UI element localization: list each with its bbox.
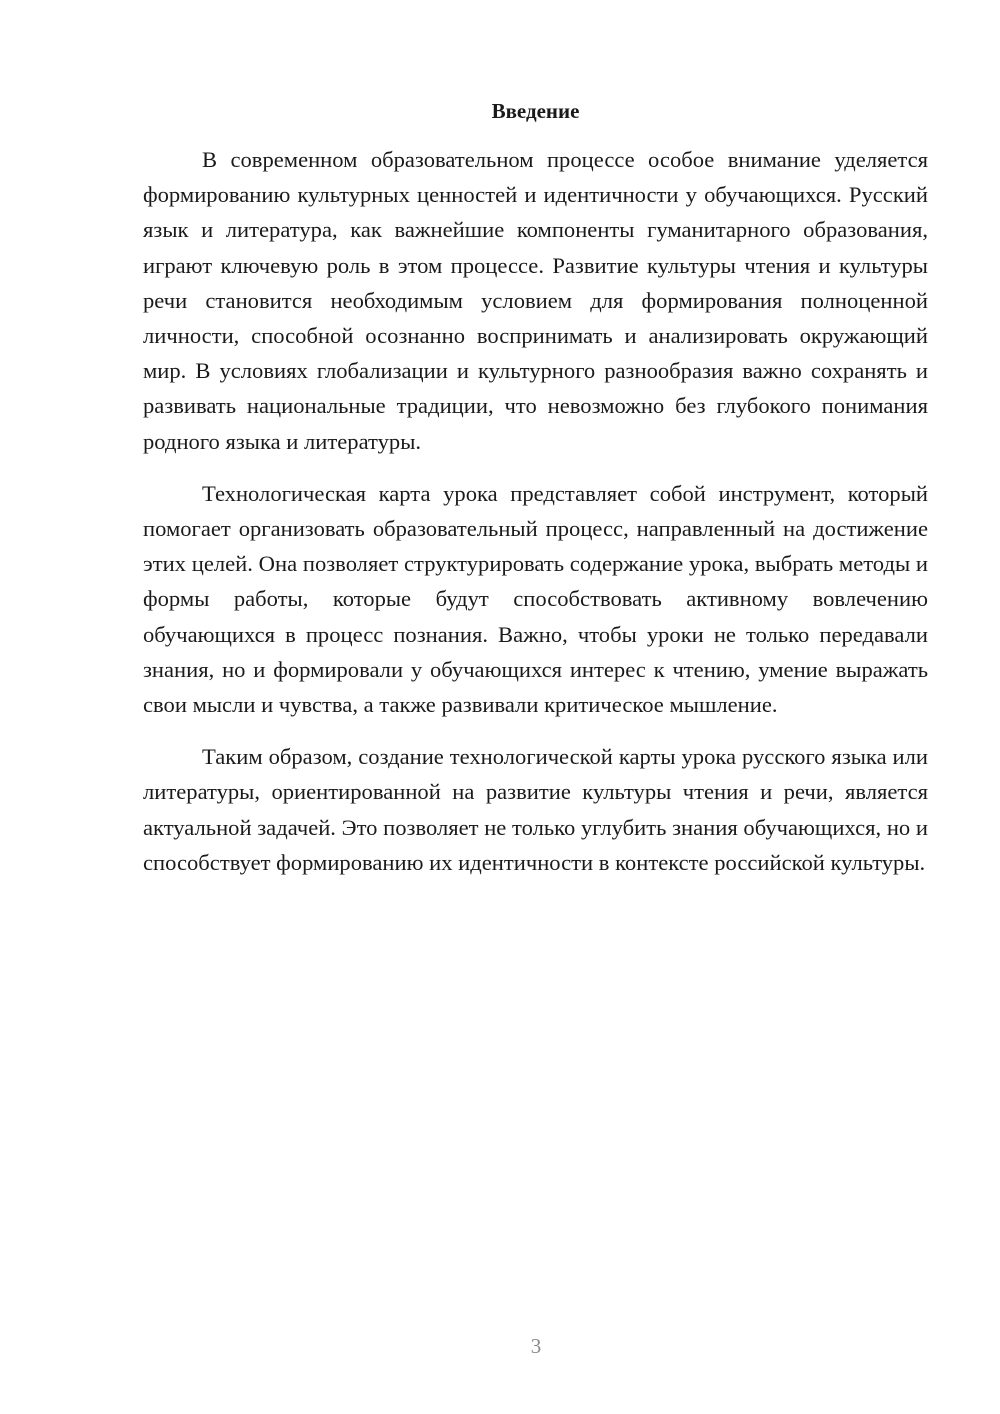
paragraph-3: Таким образом, создание технологической карты урока русского языка или литературы, ориентированной на развитие культуры чтения и речи, является актуальной задачей. Это позволяет не только углубить знания обучающихся, но и способствует формированию их идентичности в контексте российской культуры.	[143, 744, 928, 875]
section-heading: Введение	[491, 99, 580, 123]
body-text	[143, 142, 928, 880]
paragraph-1: В современном образовательном процессе особое внимание уделяется формированию культурных ценностей и идентичности у обучающихся. Русский язык и литература, как важнейшие компоненты гуманитарного образования, играют ключевую роль в этом процессе. Развитие культуры чтения и культуры речи становится необходимым условием для формирования полноценной личности, способной осознанно воспринимать и анализировать окружающий мир. В условиях глобализации и культурного разнообразия важно сохранять и развивать национальные традиции, что невозможно без глубокого понимания родного языка и литературы.	[143, 147, 928, 454]
paragraph-2: Технологическая карта урока представляет собой инструмент, который помогает организовать образовательный процесс, направленный на достижение этих целей. Она позволяет структурировать содержание урока, выбрать методы и формы работы, которые будут способствовать активному вовлечению обучающихся в процесс познания. Важно, чтобы уроки не только передавали знания, но и формировали у обучающихся интерес к чтению, умение выражать свои мысли и чувства, а также развивали критическое мышление.	[143, 480, 928, 718]
page-number: 3	[530, 1334, 542, 1358]
